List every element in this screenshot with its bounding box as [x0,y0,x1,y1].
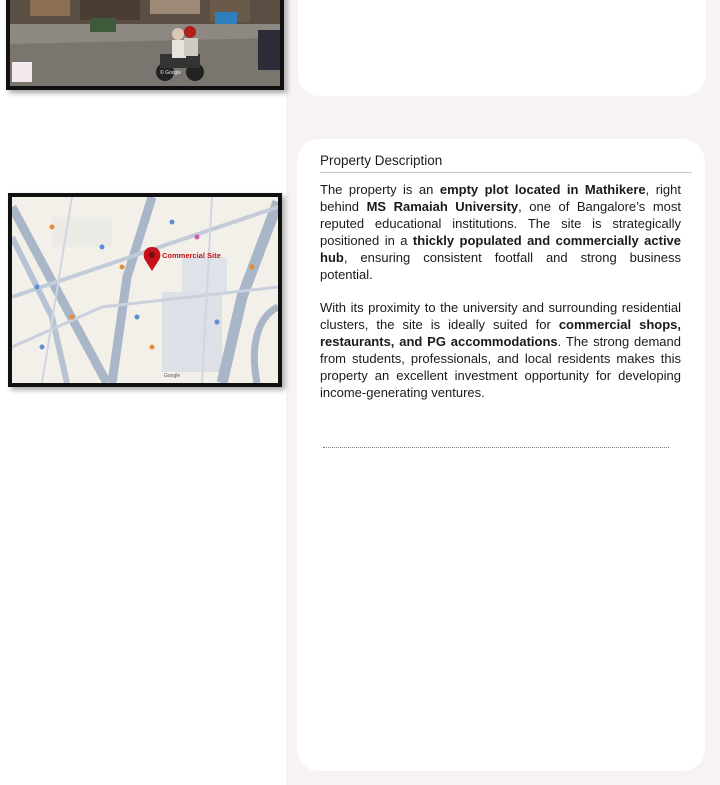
top-info-card [298,0,706,96]
map-pin-label: Commercial Site [162,251,221,260]
location-map [8,193,282,387]
map-illustration [12,197,278,383]
description-paragraph-1 [320,182,681,283]
text-run: . The strong demand from students, professionals, and local residents makes this property an excellent investment opportunity for developing income-generating ventures. [320,333,681,400]
bold-text-run: commercial shops, restaurants, and PG accommodations [320,316,681,349]
description-paragraph-2 [320,300,681,401]
dotted-divider [323,447,669,448]
bold-text-run: MS Ramaiah University [366,198,519,214]
text-run: The property is an [320,182,440,197]
street-view-photo [6,0,284,90]
bold-text-run: empty plot located in Mathikere [439,182,646,197]
text-run: , right behind [320,182,682,214]
photo-credit: © Google [160,70,182,76]
street-photo-illustration [10,0,280,86]
text-run: , ensuring consistent footfall and strong business potential. [320,249,681,282]
section-title: Property Description [320,153,692,173]
bold-text-run: thickly populated and commercially active hub [320,232,682,265]
text-run: , one of Bangalore’s most reputed educational institutions. The site is strategically positioned in a [320,198,681,248]
map-credit: Google [164,373,181,379]
text-run: With its proximity to the university and surrounding residential clusters, the site is ideally suited for [320,300,681,332]
